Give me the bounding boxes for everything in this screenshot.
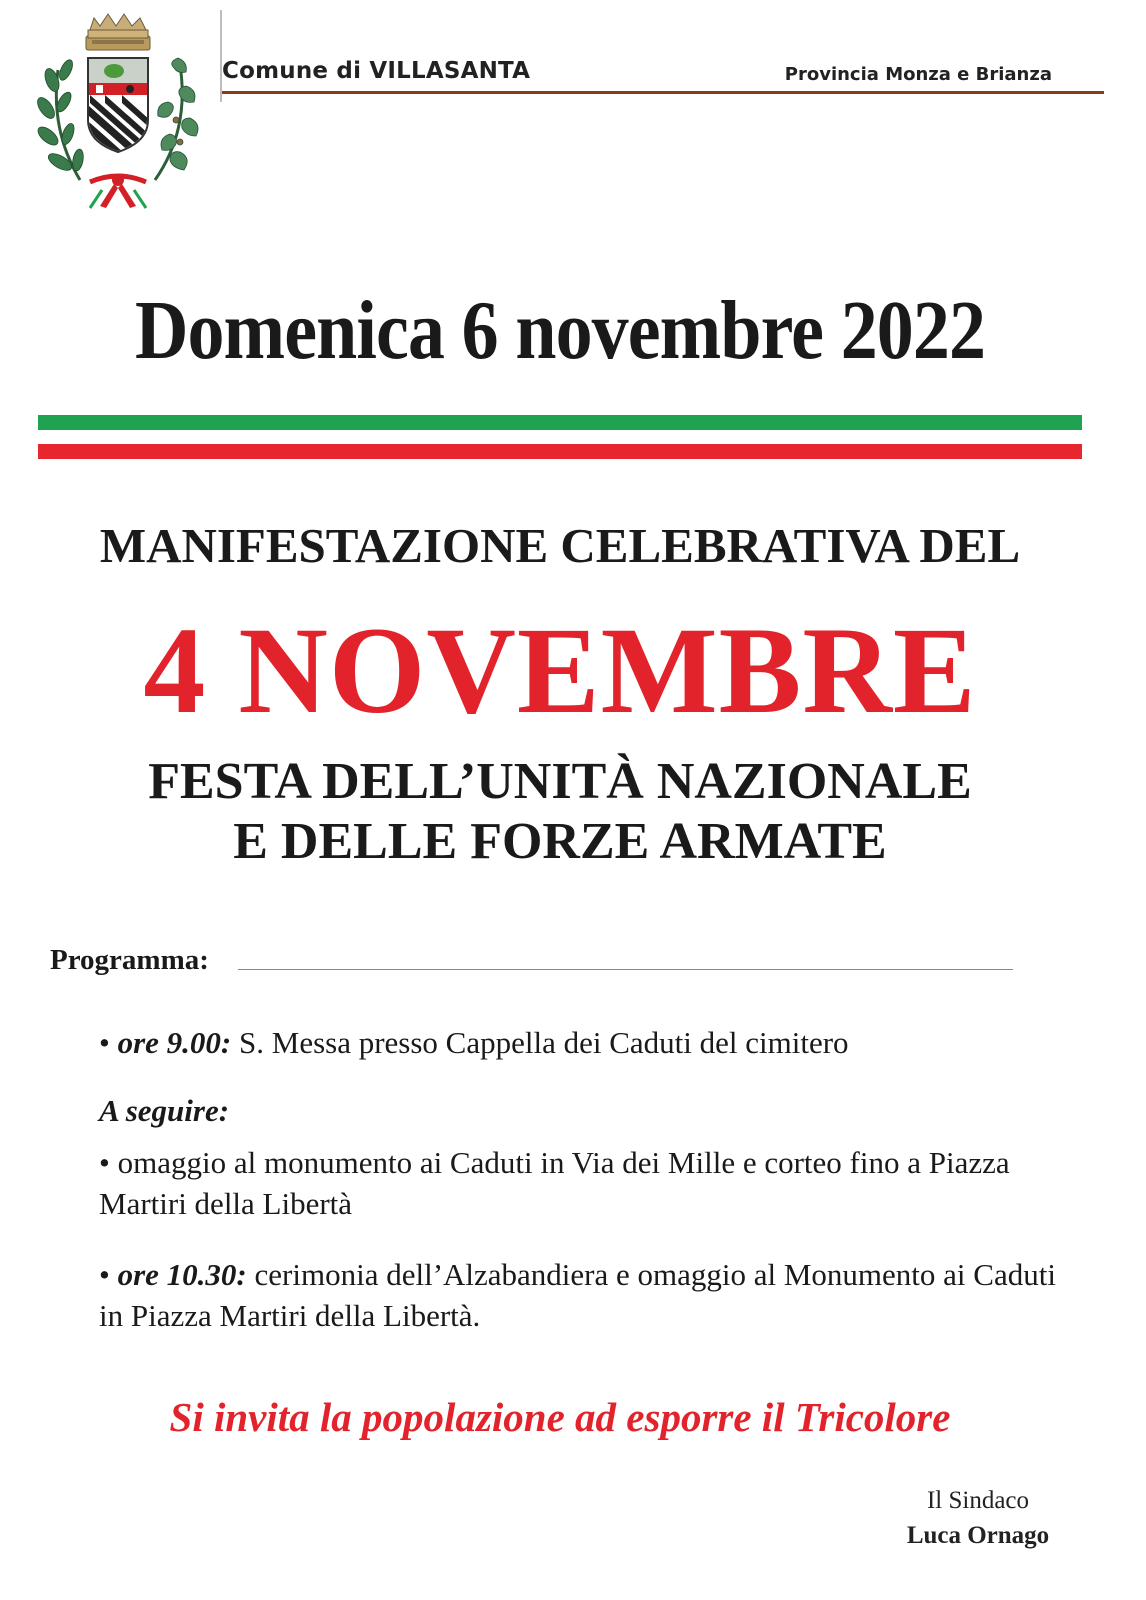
tricolor-red-stripe xyxy=(38,444,1082,459)
a-seguire-label: A seguire: xyxy=(99,1093,230,1128)
shield-icon xyxy=(80,58,150,186)
program-item-omaggio: • omaggio al monumento ai Caduti in Via dei Mille e corteo fino a Piazza Martiri della Libertà xyxy=(99,1145,1010,1221)
headline-forze-armate: E DELLE FORZE ARMATE xyxy=(233,813,887,870)
programma-label: Programma: xyxy=(50,944,209,976)
program-item-alzabandiera-time: ore 10.30: xyxy=(117,1257,247,1292)
headline-4-novembre: 4 NOVEMBRE xyxy=(143,602,977,739)
programma-rule xyxy=(238,969,1013,970)
date-title: Domenica 6 novembre 2022 xyxy=(134,284,986,377)
headline-festa: FESTA DELL’UNITÀ NAZIONALE xyxy=(148,753,972,810)
program-item-alzabandiera: • ore 10.30: cerimonia dell’Alzabandiera e omaggio al Monumento ai Caduti in Piazza Martiri della Libertà. xyxy=(99,1257,1056,1333)
tricolor-green-stripe xyxy=(38,415,1082,430)
comune-name: Comune di VILLASANTA xyxy=(222,58,531,84)
crown-icon xyxy=(86,14,150,50)
program-item-messa: • ore 9.00: S. Messa presso Cappella dei Caduti del cimitero xyxy=(99,1025,849,1060)
firma-ruolo: Il Sindaco xyxy=(926,1487,1030,1514)
program-item-alzabandiera-text: cerimonia dell’Alzabandiera e omaggio al Monumento ai Caduti in Piazza Martiri della Libertà. xyxy=(99,1257,1056,1333)
municipal-coat-of-arms-icon xyxy=(30,10,205,215)
ribbon-icon xyxy=(90,174,146,208)
firma-nome: Luca Ornago xyxy=(906,1522,1050,1549)
header-rule xyxy=(222,91,1104,94)
headline-manifestazione: MANIFESTAZIONE CELEBRATIVA DEL xyxy=(99,518,1021,573)
header-vertical-rule xyxy=(220,10,222,102)
program-item-omaggio-text: omaggio al monumento ai Caduti in Via dei Mille e corteo fino a Piazza Martiri della Libertà xyxy=(99,1145,1010,1221)
program-item-messa-text: S. Messa presso Cappella dei Caduti del cimitero xyxy=(231,1025,849,1060)
provincia-name: Provincia Monza e Brianza xyxy=(784,64,1052,85)
invito-tricolore: Si invita la popolazione ad esporre il Tricolore xyxy=(169,1394,951,1440)
program-item-messa-time: ore 9.00: xyxy=(117,1025,232,1060)
